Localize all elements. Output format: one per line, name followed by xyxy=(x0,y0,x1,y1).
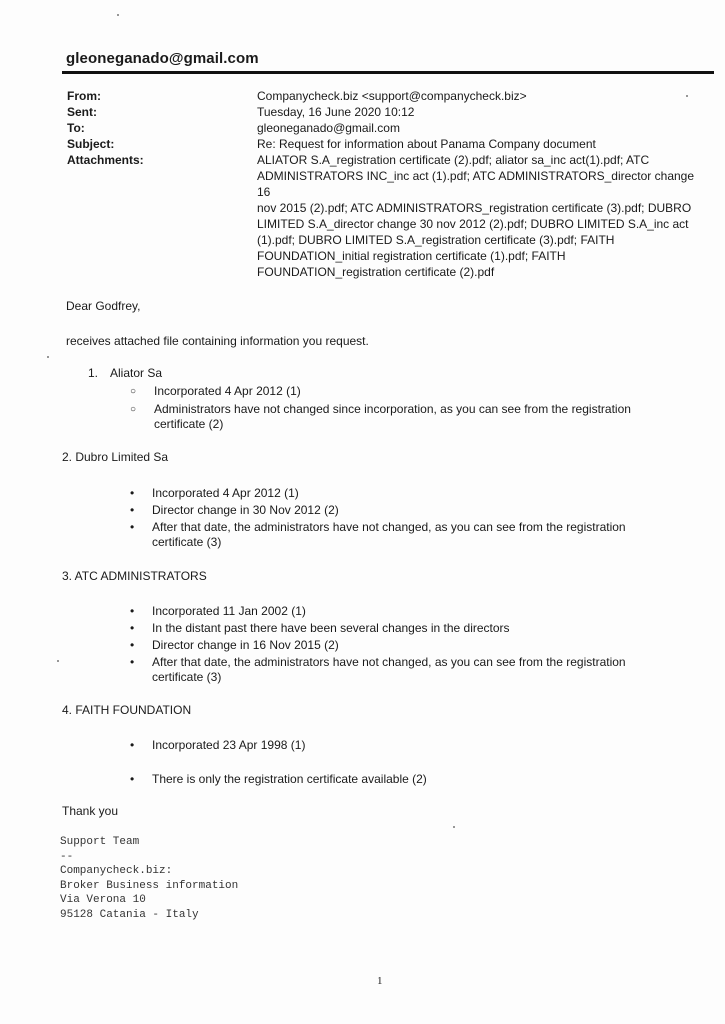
header-labels xyxy=(67,88,144,168)
list-item: • Incorporated 4 Apr 2012 (1) xyxy=(130,486,299,500)
account-email: gleoneganado@gmail.com xyxy=(66,50,259,67)
section-4-list-continued xyxy=(128,772,677,789)
list-item: • Incorporated 11 Jan 2002 (1) xyxy=(130,604,306,618)
attachment-line: nov 2015 (2).pdf; ATC ADMINISTRATORS_registration certificate (3).pdf; DUBRO xyxy=(257,201,692,215)
signature-block xyxy=(60,835,238,922)
section-1-list xyxy=(130,384,674,435)
attachments-label: Attachments: xyxy=(67,153,144,167)
from-label: From: xyxy=(67,89,101,103)
bullet-icon: • xyxy=(130,520,135,534)
attachment-line: FOUNDATION_initial registration certificate (1).pdf; FAITH xyxy=(257,249,566,263)
circle-bullet-icon: ○ xyxy=(130,404,137,415)
section-1-heading xyxy=(88,366,162,380)
scan-speck xyxy=(57,660,59,662)
subject-value: Re: Request for information about Panama Company document xyxy=(257,137,596,151)
bullet-icon: • xyxy=(130,772,135,786)
page-number: 1 xyxy=(377,975,383,987)
list-item: ○ Incorporated 4 Apr 2012 (1) xyxy=(130,384,301,398)
signature-line: Broker Business information xyxy=(60,879,239,892)
attachment-line: ALIATOR S.A_registration certificate (2).pdf; aliator sa_inc act(1).pdf; ATC xyxy=(257,153,650,167)
circle-bullet-icon: ○ xyxy=(130,386,137,397)
signature-line: Via Verona 10 xyxy=(60,894,146,906)
bullet-icon: • xyxy=(130,738,135,752)
section-2-list xyxy=(128,486,677,552)
section-1-number: 1. xyxy=(88,366,99,380)
sent-value: Tuesday, 16 June 2020 10:12 xyxy=(257,105,415,119)
intro-text: receives attached file containing information you request. xyxy=(66,334,369,348)
scan-speck xyxy=(453,826,455,828)
subject-label: Subject: xyxy=(67,137,115,151)
list-item: ○ Administrators have not changed since incorporation, as you can see from the registration certificate (2) xyxy=(130,402,631,431)
bullet-icon: • xyxy=(130,621,135,635)
list-item: • In the distant past there have been several changes in the directors xyxy=(130,621,510,635)
attachments-list xyxy=(257,152,707,280)
section-4-list xyxy=(128,738,677,773)
signature-line: Support Team xyxy=(60,836,140,848)
section-4-title: 4. FAITH FOUNDATION xyxy=(62,703,192,717)
list-item: • Director change in 30 Nov 2012 (2) xyxy=(130,503,339,517)
bullet-icon: • xyxy=(130,638,135,652)
attachment-line: LIMITED S.A_director change 30 nov 2012 (2).pdf; DUBRO LIMITED S.A_inc act xyxy=(257,217,689,231)
to-value: gleoneganado@gmail.com xyxy=(257,121,400,135)
scan-speck xyxy=(117,14,119,16)
list-item: • There is only the registration certificate available (2) xyxy=(130,772,427,786)
bullet-icon: • xyxy=(130,503,135,517)
signature-line: Companycheck.biz: xyxy=(60,865,173,877)
list-item: • Incorporated 23 Apr 1998 (1) xyxy=(130,738,306,752)
scan-speck xyxy=(47,356,49,358)
signature-line: 95128 Catania - Italy xyxy=(60,908,199,921)
sent-label: Sent: xyxy=(67,105,97,119)
from-value: Companycheck.biz <support@companycheck.biz> xyxy=(257,89,527,103)
scan-speck xyxy=(686,95,688,97)
to-label: To: xyxy=(67,121,85,135)
greeting: Dear Godfrey, xyxy=(66,299,141,313)
list-item: • After that date, the administrators have not changed, as you can see from the registration certificate (3) xyxy=(130,655,626,684)
closing-text: Thank you xyxy=(62,804,119,818)
signature-line: -- xyxy=(60,850,74,863)
header-values xyxy=(257,88,707,280)
bullet-icon: • xyxy=(130,655,135,669)
list-item: • After that date, the administrators have not changed, as you can see from the registration certificate (3) xyxy=(130,520,626,549)
bullet-icon: • xyxy=(130,486,135,500)
bullet-icon: • xyxy=(130,604,135,618)
list-item: • Director change in 16 Nov 2015 (2) xyxy=(130,638,339,652)
section-2-title: 2. Dubro Limited Sa xyxy=(62,450,169,464)
section-1-title: Aliator Sa xyxy=(110,366,163,380)
attachment-line: FOUNDATION_registration certificate (2).pdf xyxy=(257,265,495,279)
attachment-line: (1).pdf; DUBRO LIMITED S.A_registration certificate (3).pdf; FAITH xyxy=(257,233,615,247)
header-divider xyxy=(62,71,714,74)
section-3-title: 3. ATC ADMINISTRATORS xyxy=(62,569,207,583)
attachment-line: ADMINISTRATORS INC_inc act (1).pdf; ATC ADMINISTRATORS_director change 16 xyxy=(257,169,695,199)
section-3-list xyxy=(128,604,677,687)
